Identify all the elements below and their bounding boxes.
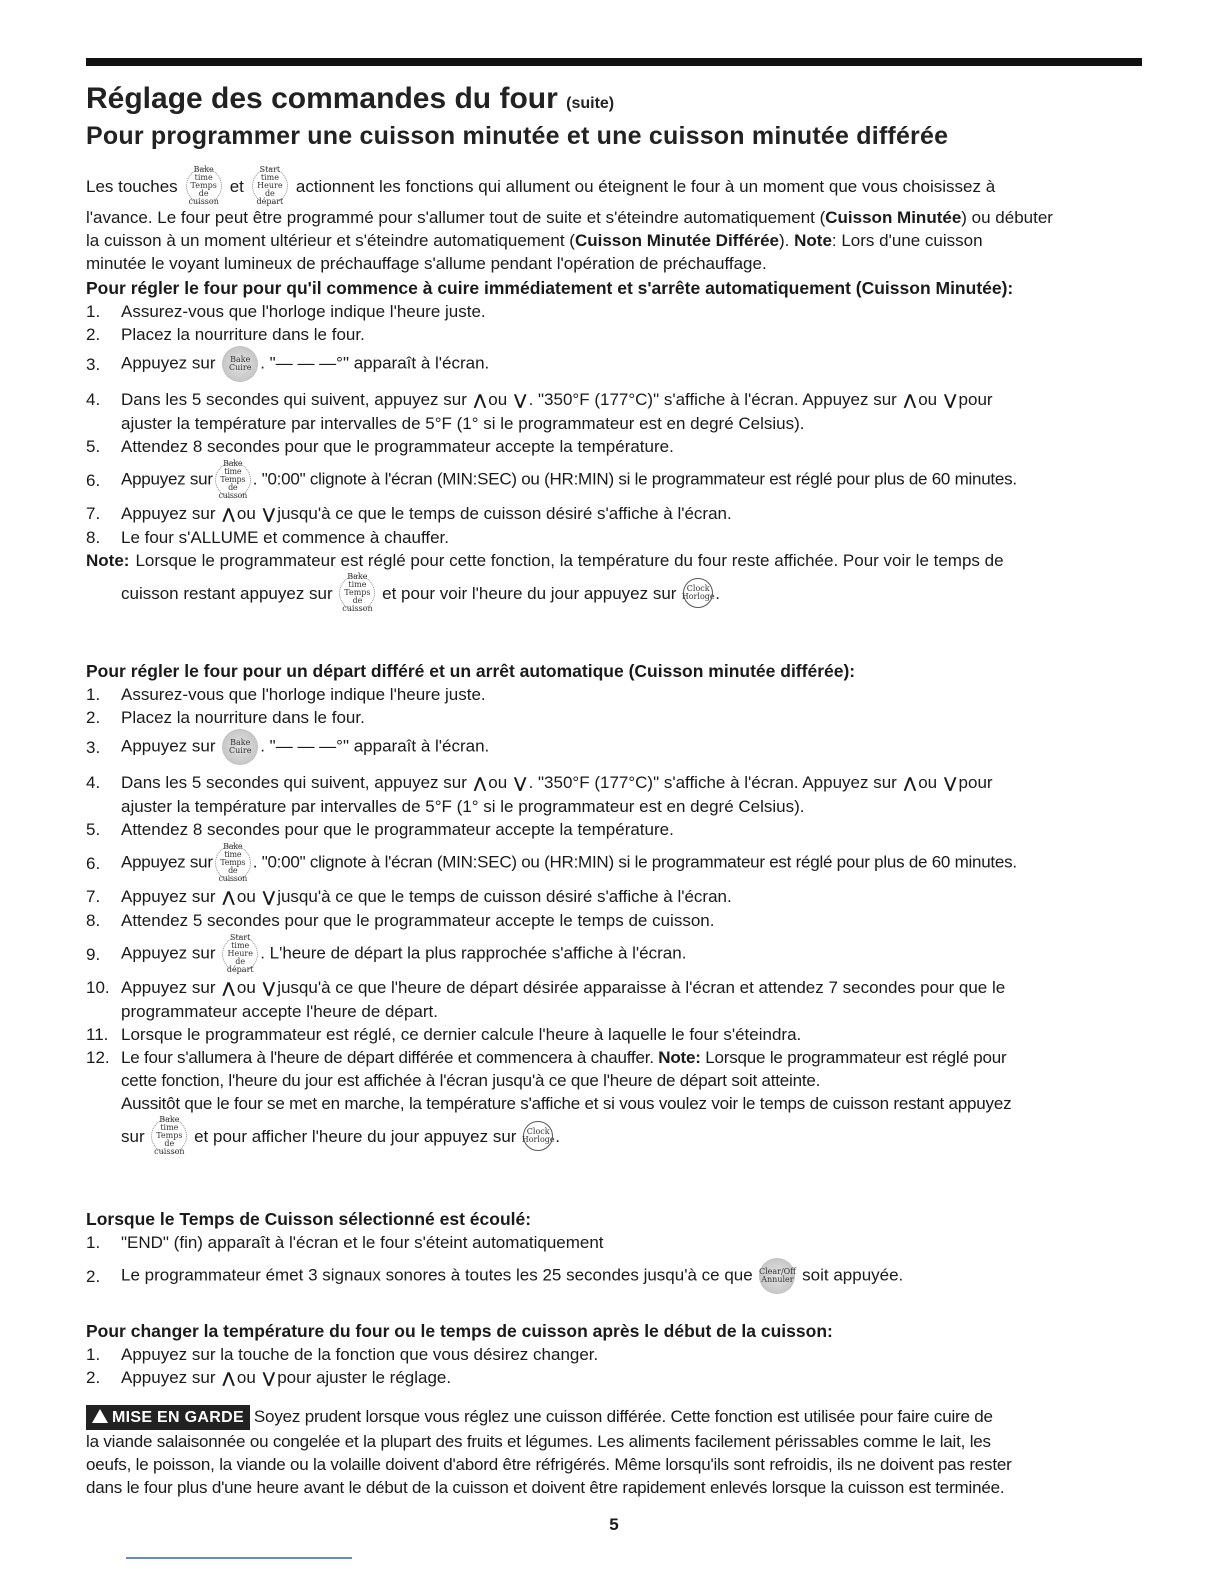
down-arrow-icon: ⋁ (943, 392, 957, 410)
note: Note: Lorsque le programmateur est réglé pour cette fonction, la température du four reste affichée. Pour voir le temps de (86, 551, 1004, 571)
down-arrow-icon: ⋁ (513, 392, 527, 410)
down-arrow-icon: ⋁ (943, 775, 957, 793)
footer-divider (126, 1557, 352, 1559)
up-arrow-icon: ⋀ (222, 980, 235, 998)
section-time-elapsed: Lorsque le Temps de Cuisson sélectionné est écoulé: 1. "END" (fin) apparaît à l'écran et le four s'éteint automatiquement 2. Le programmateur émet 3 signaux sonores à toutes les 25 secondes jusqu'à ce que Clear/Off Annuler soit appuyée. (86, 1208, 1136, 1294)
down-arrow-icon: ⋁ (262, 506, 276, 524)
bake-time-key-icon: Bake time Temps de cuisson (339, 575, 375, 611)
bake-time-key-icon: Bake time Temps de cuisson (215, 462, 251, 498)
down-arrow-icon: ⋁ (262, 1370, 276, 1388)
down-arrow-icon: ⋁ (262, 980, 276, 998)
section-heading: Pour régler le four pour un départ différé et un arrêt automatique (Cuisson minutée différée): (86, 661, 856, 681)
title-suffix: (suite) (566, 95, 615, 112)
section-heading: Pour régler le four pour qu'il commence à cuire immédiatement et s'arrête automatiquement (Cuisson Minutée): (86, 278, 1014, 298)
section-heading: Lorsque le Temps de Cuisson sélectionné est écoulé: (86, 1209, 532, 1229)
bake-key-icon: Bake Cuire (222, 346, 258, 382)
caution-badge: MISE EN GARDE (86, 1405, 250, 1430)
caution-paragraph: MISE EN GARDE Soyez prudent lorsque vous réglez une cuisson différée. Cette fonction est utilisée pour faire cuire de la viande salaisonnée ou congelée et la plupart des fruits et légumes. Les aliments facilement périssables comme le lait, les oeufs, le poisson, la viande ou la volaille doivent d'abord être réfrigérés. Même lorsqu'ils sont refroidis, ils ne doivent pas rester dans le four plus d'une heure avant le début de la cuisson et doivent être rapidement enlevés lorsque la cuisson est terminée. (86, 1407, 1012, 1497)
bake-time-key-icon: Bake time Temps de cuisson (215, 845, 251, 881)
page-subtitle: Pour programmer une cuisson minutée et une cuisson minutée différée (86, 122, 949, 150)
page-number: 5 (609, 1515, 619, 1534)
up-arrow-icon: ⋀ (222, 889, 235, 907)
section-heading: Pour changer la température du four ou le temps de cuisson après le début de la cuisson: (86, 1321, 833, 1341)
intro-paragraph: Les touches Bake time Temps de cuisson et Start time Heure de départ actionnent les fonctions qui allument ou éteignent le four à un moment que vous choisissez à l'avance. Le four peut être programmé pour s'allumer tout de suite et s'éteindre automatiquement (Cuisson Minutée) ou débuter la cuisson à un moment ultérieur et s'éteindre automatiquement (Cuisson Minutée Différée). Note: Lors d'une cuisson minutée le voyant lumineux de préchauffage s'allume pendant l'opération de préchauffage. (86, 165, 1053, 273)
clock-key-icon: Clock Horloge (523, 1121, 553, 1151)
section-immediate-timed-bake: Pour régler le four pour qu'il commence à cuire immédiatement et s'arrête automatiquement (Cuisson Minutée): 1. Assurez-vous que l'horloge indique l'heure juste. 2. Placez la nourriture dans le four. 3. Appuyez sur Bake Cuire . "— — —°" apparaît à l'écran. 4. Dans les 5 secondes qui suivent, appuyez sur ⋀ ou ⋁ . "350°F (177°C)" s'affiche à l'écran. Appuyez sur ⋀ ou ⋁ pour ajuster la température par intervalles de 5°F (1° si le programmateur est en degré Celsius). 5. Attendez 8 secondes pour que le programmateur accepte la température. 6. Appuyez sur Bake time Temps de cuisson . "0:00" clignote à l'écran (MIN:SEC) ou (HR:MIN) si le programmateur est réglé pour plus de 60 minutes. 7. Appuyez sur ⋀ ou ⋁ jusqu'à ce que le temps de cuisson désiré s'affiche à l'écran. 8. Le four s'ALLUME et commence à chauffer. Note: Lorsque le programmateur est réglé pour cette fonction, la température du four reste affichée. Pour voir le temps de cuisson restant appuyez sur Bake time Temps de cuisson et pour voir l'heure du jour appuyez sur Clock Horloge . (86, 277, 1136, 614)
page-title: Réglage des commandes du four (suite) (86, 82, 615, 115)
top-rule (86, 58, 1142, 66)
up-arrow-icon: ⋀ (903, 392, 917, 410)
section-change-settings: Pour changer la température du four ou le temps de cuisson après le début de la cuisson: 1. Appuyez sur la touche de la fonction que vous désirez changer. 2. Appuyez sur ⋀ ou ⋁ pour ajuster le réglage. (86, 1320, 1136, 1390)
bake-key-icon: Bake Cuire (222, 729, 258, 765)
up-arrow-icon: ⋀ (473, 775, 487, 793)
up-arrow-icon: ⋀ (473, 392, 487, 410)
section-delayed-timed-bake: Pour régler le four pour un départ différé et un arrêt automatique (Cuisson minutée différée): 1. Assurez-vous que l'horloge indique l'heure juste. 2. Placez la nourriture dans le four. 3. Appuyez sur Bake Cuire . "— — —°" apparaît à l'écran. 4. Dans les 5 secondes qui suivent, appuyez sur ⋀ ou ⋁ . "350°F (177°C)" s'affiche à l'écran. Appuyez sur ⋀ ou ⋁ pour ajuster la température par intervalles de 5°F (1° si le programmateur est en degré Celsius). 5. Attendez 8 secondes pour que le programmateur accepte la température. 6. Appuyez sur Bake time Temps de cuisson . "0:00" clignote à l'écran (MIN:SEC) ou (HR:MIN) si le programmateur est réglé pour plus de 60 minutes. 7. Appuyez sur ⋀ ou ⋁ jusqu'à ce que le temps de cuisson désiré s'affiche à l'écran. 8. Attendez 5 secondes pour que le programmateur accepte le temps de cuisson. 9. Appuyez sur Start time Heure de départ . L'heure de départ la plus rapprochée s'affiche à l'écran. 10. Appuyez sur ⋀ ou ⋁ jusqu'à ce que l'heure de départ désirée apparaisse à l'écran et attendez 7 secondes pour que le programmateur accepte l'heure de départ. 11. Lorsque le programmateur est réglé, ce dernier calcule l'heure à laquelle le four s'éteindra. 12. Le four s'allumera à l'heure de départ différée et commencera à chauffer. Note: Lorsque le programmateur est réglé pour cette fonction, l'heure du jour est affichée à l'écran jusqu'à ce que l'heure de départ soit atteinte. Aussitôt que le four se met en marche, la température s'affiche et si vous voulez voir le temps de cuisson restant appuyez sur Bake time Temps de cuisson et pour afficher l'heure du jour appuyez sur Clock Horloge . (86, 660, 1136, 1157)
down-arrow-icon: ⋁ (262, 889, 276, 907)
up-arrow-icon: ⋀ (222, 506, 235, 524)
manual-page (86, 0, 1142, 1584)
up-arrow-icon: ⋀ (222, 1370, 235, 1388)
warning-triangle-icon (92, 1409, 108, 1423)
up-arrow-icon: ⋀ (903, 775, 917, 793)
bake-time-key-icon: Bake time Temps de cuisson (151, 1118, 187, 1154)
down-arrow-icon: ⋁ (513, 775, 527, 793)
bake-time-key-icon: Bake time Temps de cuisson (186, 168, 222, 204)
start-time-key-icon: Start time Heure de départ (252, 168, 288, 204)
clear-off-key-icon: Clear/Off Annuler (759, 1258, 795, 1294)
start-time-key-icon: Start time Heure de départ (222, 936, 258, 972)
clock-key-icon: Clock Horloge (683, 578, 713, 608)
